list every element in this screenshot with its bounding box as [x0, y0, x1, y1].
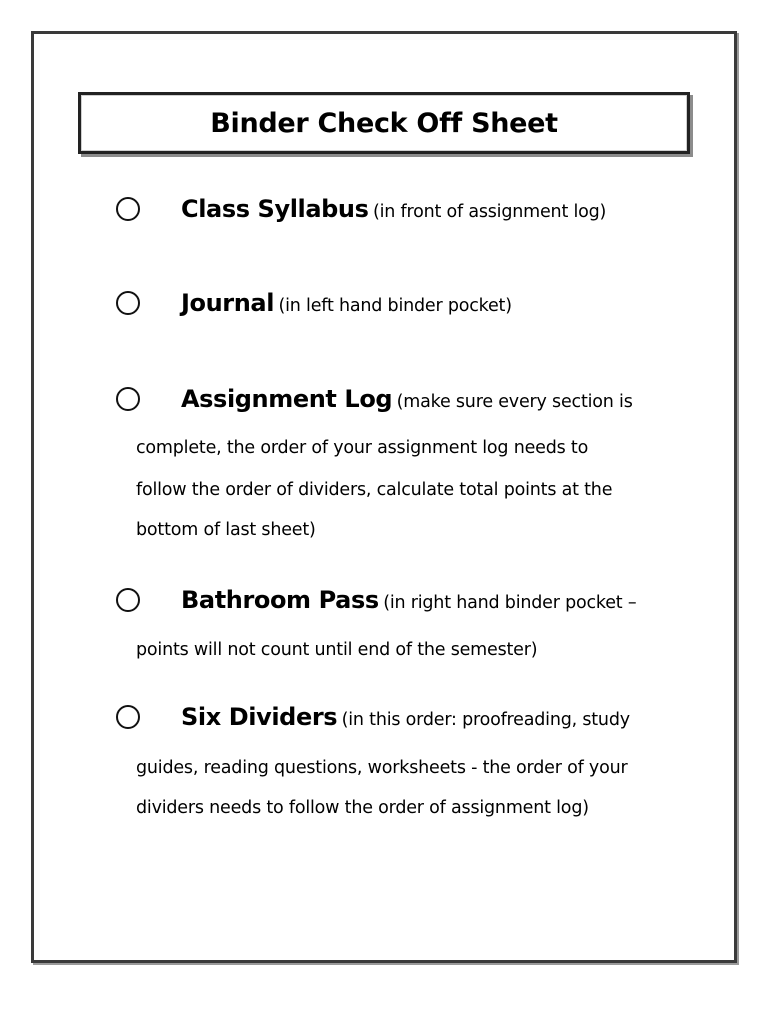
item-name: Bathroom Pass — [181, 586, 379, 614]
item-note-continuation: dividers needs to follow the order of assignment log) — [136, 798, 589, 818]
item-note: (in front of assignment log) — [372, 202, 607, 222]
item-line — [181, 195, 606, 223]
item-line — [181, 289, 512, 317]
item-name: Assignment Log — [181, 385, 393, 413]
item-name: Journal — [181, 289, 275, 317]
page-title: Binder Check Off Sheet — [210, 107, 558, 139]
checkbox-circle-icon[interactable] — [116, 197, 140, 221]
item-note: (in this order: proofreading, study — [341, 710, 630, 730]
checkbox-circle-icon[interactable] — [116, 705, 140, 729]
item-note-continuation: follow the order of dividers, calculate total points at the — [136, 480, 613, 500]
item-name: Class Syllabus — [181, 195, 369, 223]
item-note-continuation: complete, the order of your assignment log needs to — [136, 438, 589, 458]
item-note: (in left hand binder pocket) — [278, 296, 512, 316]
checkbox-circle-icon[interactable] — [116, 291, 140, 315]
title-box — [78, 92, 690, 154]
item-note: (in right hand binder pocket – — [383, 593, 637, 613]
item-note-continuation: points will not count until end of the semester) — [136, 640, 538, 660]
checkbox-circle-icon[interactable] — [116, 387, 140, 411]
item-line — [181, 385, 633, 413]
item-line — [181, 586, 636, 614]
item-note-continuation: bottom of last sheet) — [136, 520, 316, 540]
checkbox-circle-icon[interactable] — [116, 588, 140, 612]
item-note: (make sure every section is — [396, 392, 633, 412]
item-note-continuation: guides, reading questions, worksheets - the order of your — [136, 758, 628, 778]
item-line — [181, 703, 630, 731]
item-name: Six Dividers — [181, 703, 338, 731]
